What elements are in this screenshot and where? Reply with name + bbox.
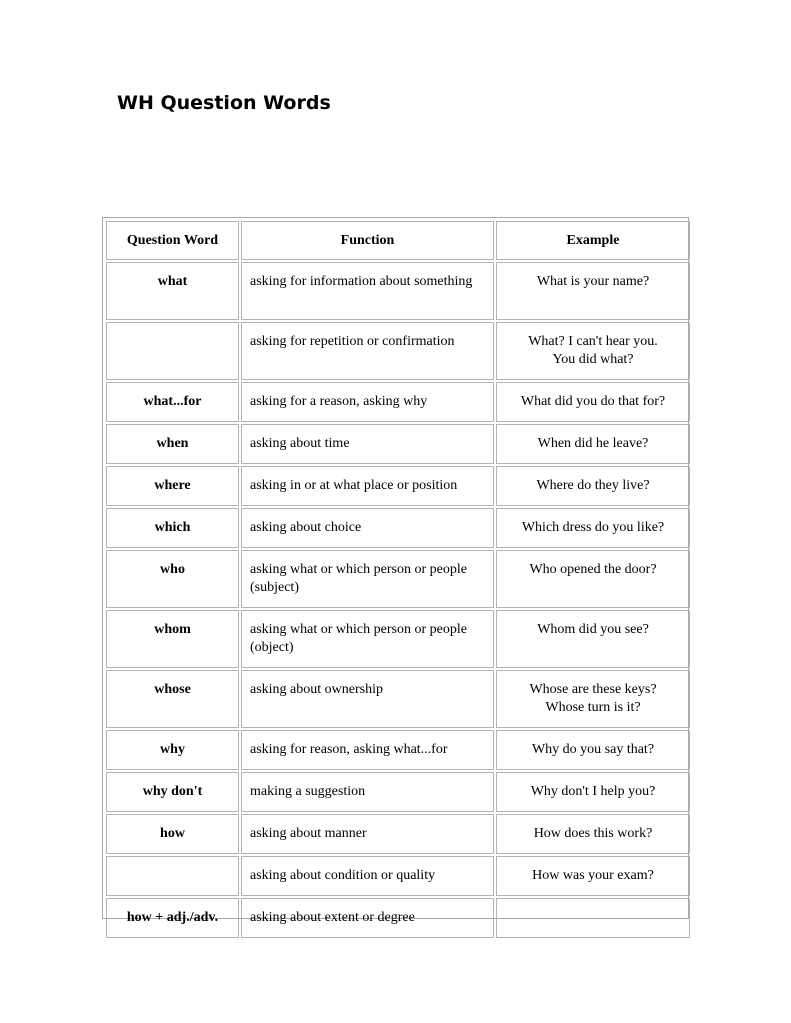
table-row	[106, 898, 690, 938]
table-row	[106, 466, 690, 506]
example-line: How does this work?	[533, 826, 653, 841]
question-word-cell: how + adj./adv.	[106, 898, 239, 938]
table-row	[106, 772, 690, 812]
example-cell	[496, 262, 690, 320]
table-row	[106, 550, 690, 608]
table-row	[106, 508, 690, 548]
question-word-cell: when	[106, 424, 239, 464]
table-row	[106, 382, 690, 422]
function-cell: asking about ownership	[241, 670, 494, 728]
question-word-cell: whose	[106, 670, 239, 728]
question-word-cell: who	[106, 550, 239, 608]
table-row	[106, 856, 690, 896]
question-word-cell: why	[106, 730, 239, 770]
function-cell: asking in or at what place or position	[241, 466, 494, 506]
function-cell: asking about time	[241, 424, 494, 464]
function-cell: asking about manner	[241, 814, 494, 854]
table-row	[106, 670, 690, 728]
example-line: Where do they live?	[536, 478, 650, 493]
example-line: Whose are these keys?	[529, 682, 657, 697]
function-cell: asking about choice	[241, 508, 494, 548]
example-cell	[496, 856, 690, 896]
example-line: Whom did you see?	[537, 622, 649, 637]
example-line: Which dress do you like?	[521, 520, 665, 535]
example-cell	[496, 466, 690, 506]
function-cell: asking for information about something	[241, 262, 494, 320]
header-example: Example	[496, 221, 690, 260]
question-word-cell	[106, 856, 239, 896]
function-cell: asking what or which person or people (subject)	[241, 550, 494, 608]
question-word-cell: where	[106, 466, 239, 506]
question-word-cell: which	[106, 508, 239, 548]
example-cell	[496, 670, 690, 728]
question-word-cell	[106, 322, 239, 380]
function-cell: making a suggestion	[241, 772, 494, 812]
function-cell: asking for a reason, asking why	[241, 382, 494, 422]
table-row	[106, 424, 690, 464]
page-title: WH Question Words	[117, 92, 331, 114]
example-line: When did he leave?	[537, 436, 649, 451]
example-line: What is your name?	[536, 274, 650, 289]
header-question-word: Question Word	[106, 221, 239, 260]
table-row	[106, 814, 690, 854]
example-line: Why don't I help you?	[530, 784, 656, 799]
header-function: Function	[241, 221, 494, 260]
example-cell	[496, 898, 690, 938]
example-line: You did what?	[552, 352, 634, 367]
function-cell: asking about condition or quality	[241, 856, 494, 896]
example-cell	[496, 610, 690, 668]
question-word-cell: what...for	[106, 382, 239, 422]
function-cell: asking for reason, asking what...for	[241, 730, 494, 770]
example-line: What did you do that for?	[520, 394, 666, 409]
example-cell	[496, 550, 690, 608]
function-cell: asking for repetition or confirmation	[241, 322, 494, 380]
example-line: Whose turn is it?	[545, 700, 641, 715]
table-row	[106, 262, 690, 320]
question-word-cell: what	[106, 262, 239, 320]
example-line: Who opened the door?	[529, 562, 657, 577]
example-line: How was your exam?	[532, 868, 654, 883]
question-word-cell: whom	[106, 610, 239, 668]
function-cell: asking about extent or degree	[241, 898, 494, 938]
example-line: Why do you say that?	[531, 742, 655, 757]
table-row	[106, 322, 690, 380]
table-header-row	[106, 221, 690, 260]
example-cell	[496, 730, 690, 770]
table-row	[106, 730, 690, 770]
example-line: What? I can't hear you.	[528, 334, 658, 349]
example-cell	[496, 382, 690, 422]
function-cell: asking what or which person or people (object)	[241, 610, 494, 668]
question-words-table	[104, 219, 692, 940]
table-row	[106, 610, 690, 668]
question-word-cell: why don't	[106, 772, 239, 812]
example-cell	[496, 814, 690, 854]
question-word-cell: how	[106, 814, 239, 854]
example-cell	[496, 424, 690, 464]
table-body	[106, 262, 690, 938]
example-cell	[496, 772, 690, 812]
example-cell	[496, 322, 690, 380]
example-cell	[496, 508, 690, 548]
